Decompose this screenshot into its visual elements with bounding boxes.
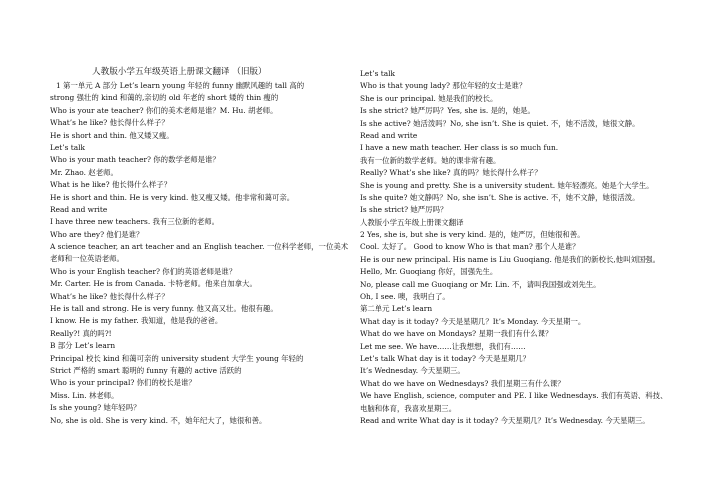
text-line: Cool. 太好了。 Good to know Who is that man? 那个人是谁？ xyxy=(360,242,580,252)
text-line: Let’s talk xyxy=(360,69,395,78)
text-line: Principal 校长 kind 和蔼可亲的 university student 大学生 young 年轻的 xyxy=(50,353,304,363)
text-line: What is he like? 他长得什么样子？ xyxy=(50,180,172,190)
text-line: A science teacher, an art teacher and an English teacher. 一位科学老师，一位美术 xyxy=(50,242,349,252)
document-title: 人教版小学五年级英语上册课文翻译 （旧版） xyxy=(92,67,267,77)
text-line: Really? What’s she like? 真的吗？她长得什么样子？ xyxy=(360,168,542,178)
text-line: Let me see. We have……让我想想，我们有…… xyxy=(360,341,526,351)
text-line: I have three new teachers. 我有三位新的老师。 xyxy=(50,217,220,227)
text-line: Read and write xyxy=(50,204,108,214)
text-line: What’s he like? 他长得什么样子？ xyxy=(50,291,169,301)
text-line: Oh, I see. 噢，我明白了。 xyxy=(360,292,450,302)
text-line: Mr. Zhao. 赵老师。 xyxy=(50,167,118,177)
text-line: Miss. Lin. 林老师。 xyxy=(50,390,119,400)
text-line: Who is your English teacher? 你们的英语老师是谁？ xyxy=(50,266,237,276)
text-line: I know. He is my father. 我知道，他是我的爸爸。 xyxy=(50,316,223,326)
text-line: Who are they? 他们是谁？ xyxy=(50,229,144,239)
text-line: Let’s talk xyxy=(50,142,85,152)
text-line: Read and write What day is it today? 今天星期几？It’s Wednesday. 今天星期三。 xyxy=(360,415,650,425)
text-line: B 部分 Let’s learn xyxy=(50,341,116,351)
text-line: It’s Wednesday. 今天星期三。 xyxy=(360,366,465,376)
text-line: Is she quite? 她文静吗？No, she isn’t. She is active. 不，她不文静，她很活泼。 xyxy=(360,192,640,202)
text-line: She is our principal. 她是我们的校长。 xyxy=(360,93,498,103)
text-line: 第二单元 Let’s learn xyxy=(360,304,433,314)
text-line: Mr. Carter. He is from Canada. 卡特老师。他来自加拿大。 xyxy=(50,279,257,289)
text-line: Is she active? 她活泼吗？No, she isn’t. She is quiet. 不，她不活泼，她很文静。 xyxy=(360,118,640,128)
text-line: He is short and thin. He is very kind. 他又瘦又矮。他非常和蔼可亲。 xyxy=(50,192,295,202)
text-line: What do we have on Wednesdays? 我们星期三有什么课？ xyxy=(360,378,565,388)
text-line: What do we have on Mondays? 星期一我们有什么课？ xyxy=(360,329,553,339)
text-line: He is our new principal. His name is Liu Guoqiang. 他是我们的新校长,他叫刘国强。 xyxy=(360,254,661,264)
text-line: 我有一位新的数学老师。她的课非常有趣。 xyxy=(360,155,501,165)
text-line: Who is your math teacher? 你的数学老师是谁？ xyxy=(50,155,220,165)
text-line: 1 第一单元 A 部分 Let’s learn young 年轻的 funny 幽默风趣的 tall 高的 xyxy=(56,81,305,90)
text-line: Is she young? 她年轻吗？ xyxy=(50,403,141,413)
text-line: 电脑和体育，我喜欢星期三。 xyxy=(360,403,457,413)
text-line: We have English, science, computer and PE. I like Wednesdays. 我们有英语、科技、 xyxy=(360,391,668,401)
text-line: strong 强壮的 kind 和蔼的,亲切的 old 年老的 short 矮的 thin 瘦的 xyxy=(50,93,279,103)
text-line: Read and write xyxy=(360,130,418,140)
text-line: Hello, Mr. Guoqiang 你好，国强先生。 xyxy=(360,267,498,277)
text-line: He is tall and strong. He is very funny. 他又高又壮。他很有趣。 xyxy=(50,304,278,314)
text-line: Who is your ate teacher? 你们的美术老师是谁？M. Hu. 胡老师。 xyxy=(50,105,278,115)
text-line: 2 Yes, she is, but she is very kind. 是的，她严厉，但她很和善。 xyxy=(360,230,585,240)
text-line: What day is it today? 今天是星期几？It’s Monday. 今天星期一。 xyxy=(360,316,586,326)
text-line: Who is your principal? 你们的校长是谁？ xyxy=(50,378,196,388)
text-line: She is young and pretty. She is a university student. 她年轻漂亮。她是个大学生。 xyxy=(360,180,654,190)
text-line: No, she is old. She is very kind. 不，她年纪大了，她很和善。 xyxy=(50,415,267,425)
text-line: I have a new math teacher. Her class is so much fun. xyxy=(360,143,559,153)
left-column xyxy=(50,80,350,427)
right-column xyxy=(360,68,690,427)
text-line: He is short and thin. 他又矮又瘦。 xyxy=(50,130,174,140)
text-line: Let’s talk What day is it today? 今天是星期几？ xyxy=(360,353,531,363)
text-line: 老师和一位英语老师。 xyxy=(50,254,124,264)
text-line: Is she strict? 她严厉吗？Yes, she is. 是的，她是。 xyxy=(360,106,535,116)
text-line: Strict 严格的 smart 聪明的 funny 有趣的 active 活跃的 xyxy=(50,365,242,375)
text-line: What’s he like? 他长得什么样子？ xyxy=(50,118,169,128)
text-line: Is she strict? 她严厉吗？ xyxy=(360,205,448,215)
text-line: Who is that young lady? 那位年轻的女士是谁？ xyxy=(360,81,527,91)
text-line: 人教版小学五年级上册课文翻译 xyxy=(360,217,464,227)
text-line: No, please call me Guoqiang or Mr. Lin. 不，请叫我国强或刘先生。 xyxy=(360,279,601,289)
text-line: Really?! 真的吗?! xyxy=(50,328,112,338)
